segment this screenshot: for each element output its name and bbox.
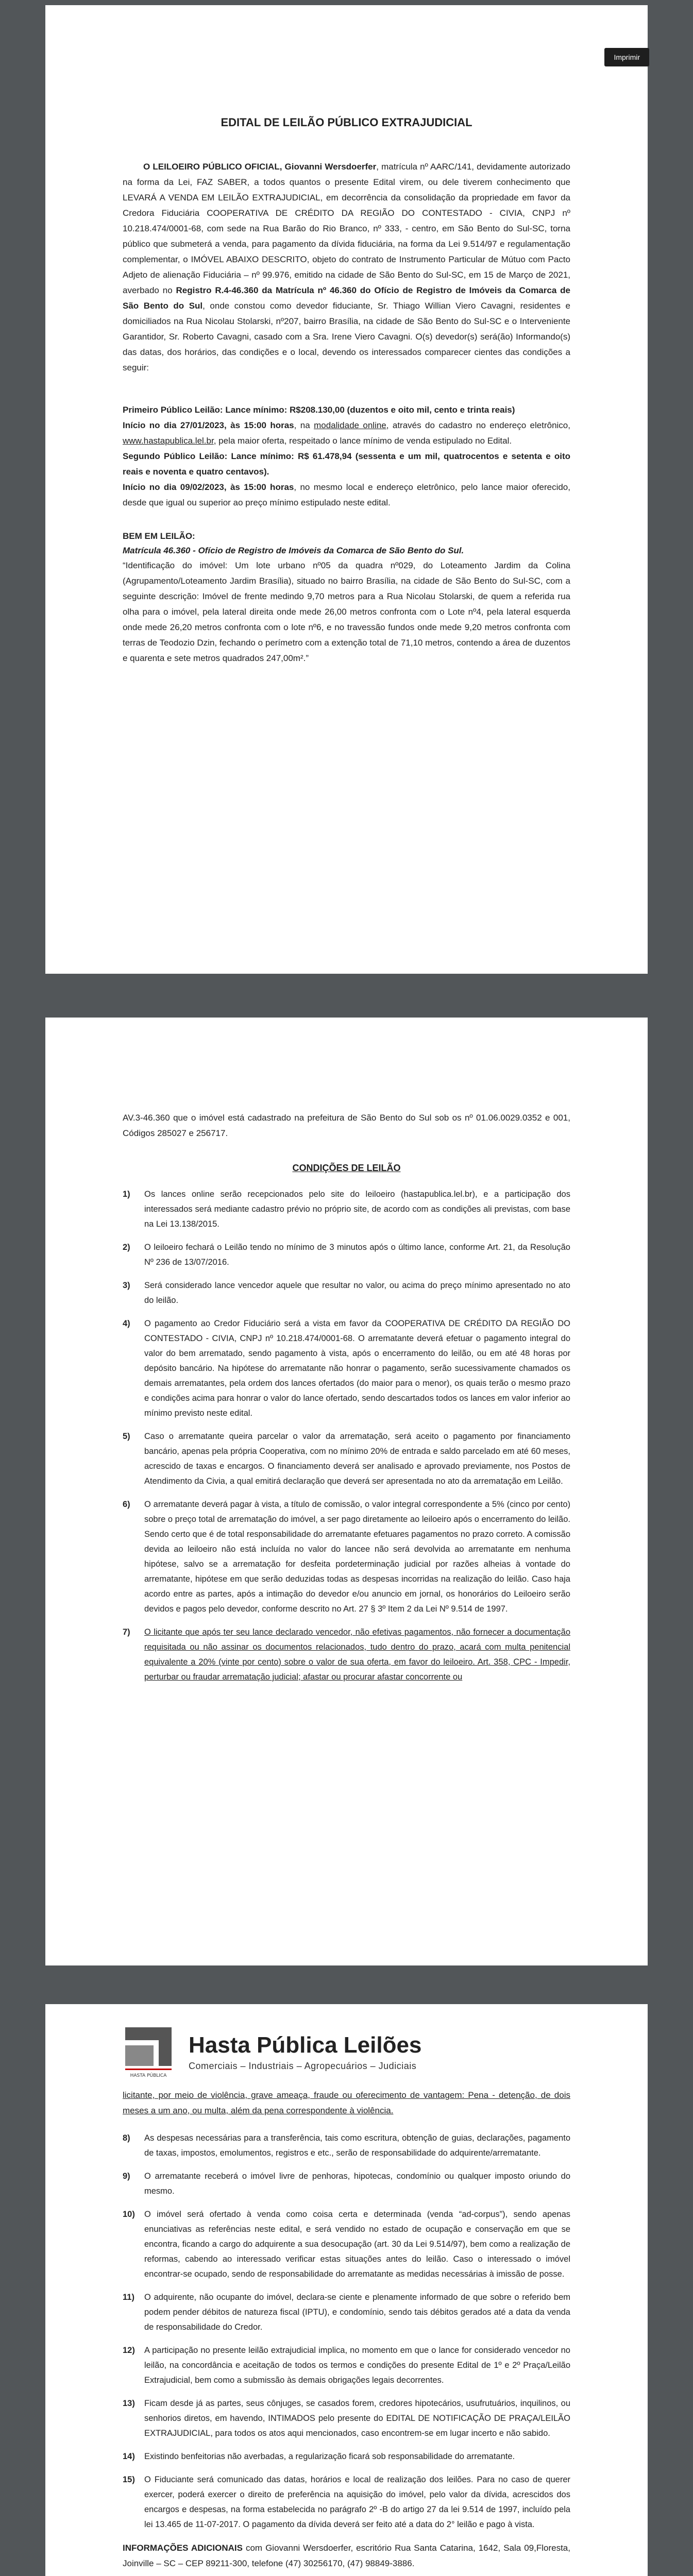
property-description: “Identificação do imóvel: Um lote urbano nº05 da quadra nº029, do Loteamento Jardim da Colina (Agrupamento/Loteamento Jardim Brasília), situado no bairro Brasília, na cidade de São Bento do Sul-SC, com a seguinte descrição: Imóvel de frente medindo 9,70 metros para a Rua Nicolau Stolarski, de quem a referida rua olha para o imóvel, pela lateral direita onde mede 26,00 metros confronta com o Lote nº4, pela lateral esquerda onde mede 26,20 metros confronta com o lote nº6, e no travessão fundos onde mede 9,20 metros confronta com terras de Teodozio Dzin, fechando o perímetro com a extenção total de 71,10 metros, contendo a área de duzentos e quarenta e sete metros quadrados 247,00m².” (123, 561, 570, 663)
conditions-list (123, 1187, 570, 1685)
property-registry: Matrícula 46.360 - Ofício de Registro de Imóveis da Comarca de São Bento do Sul. (123, 546, 464, 555)
condition-item: 11) O adquirente, não ocupante do imóvel, declara-se ciente e plenamente informado de que sobre o referido bem podem pender débitos de natureza fiscal (IPTU), e condomínio, sendo tais débitos gerados até a data da venda de responsabilidade do Credor. (123, 2293, 570, 2332)
condition-item: 12) A participação no presente leilão extrajudicial implica, no momento em que o lance for considerado vencedor no leilão, na concordância e aceitação de todos os termos e condições do presente Edital de 1º e 2º Praça/Leilão Extrajudicial, bem como a submissão às demais obrigações legais decorrentes. (123, 2346, 570, 2385)
property-heading: BEM EM LEILÃO: (123, 531, 195, 541)
condition-item: 9) O arrematante receberá o imóvel livre de penhoras, hipotecas, condomínio ou qualquer imposto oriundo do mesmo. (123, 2172, 570, 2196)
first-auction-block: Primeiro Público Leilão: Lance mínimo: R$208.130,00 (duzentos e oito mil, cento e trinta reais) Início no dia 27/01/2023, às 15:00 horas, na modalidade online, através do cadastro no endereço eletrônico, www.hastapublica.lel.br, pela maior oferta, respeitado o lance mínimo de venda estipulado no Edital. Segundo Público Leilão: Lance mínimo: R$ 61.478,94 (sessenta e um mil, quatrocentos e setenta e oito reais e noventa e quatro centavos). Início no dia 09/02/2023, às 15:00 horas, no mesmo local e endereço eletrônico, pelo lance maior oferecido, desde que igual ou superior ao preço mínimo estipulado neste edital. (123, 405, 570, 507)
brand-name: Hasta Pública Leilões (189, 2032, 422, 2058)
conditions-title: CONDIÇÕES DE LEILÃO (292, 1163, 401, 1173)
condition-item: 6) O arrematante deverá pagar à vista, a título de comissão, o valor integral correspondente a 5% (cinco por cento) sobre o preço total de arrematação do imóvel, a ser pago diretamente ao leiloeiro após o encerramento do leilão. Sendo certo que é de total responsabilidade do arrematante efetuares pagamentos no prazo correto. A comissão devida ao leiloeiro não está incluída no valor do lancee não será devolvida ao arrematante em nenhuma hipótese, salvo se a arrematação for desfeita pordeterminação judicial por razões alheias à vontade do arrematante, hipótese em que serão deduzidas todas as despesas incorridas na realização do leilão. Caso haja acordo entre as partes, após a intimação do devedor e/ou anuncio em jornal, os honorários do Leiloeiro serão devidos e pagos pelo devedor, conforme descrito no Art. 27 § 3º Item 2 da Lei Nº 9.514 de 1997. (123, 1500, 570, 1614)
continuation-text: licitante, por meio de violência, grave ameaça, fraude ou oferecimento de vantagem: Pena - detenção, de dois meses a um ano, ou multa, além da pena correspondente à violência. (123, 2090, 570, 2115)
brand-tagline: Comerciais – Industriais – Agropecuários – Judiciais (189, 2061, 417, 2071)
second-auction-label: Segundo Público Leilão: Lance mínimo: R$ 61.478,94 (sessenta e um mil, quatrocentos e setenta e oito reais e noventa e quatro centavos). (123, 451, 570, 477)
condition-item: 14) Existindo benfeitorias não averbadas, a regularização ficará sob responsabilidade do arrematante. (123, 2452, 515, 2461)
first-auction-label: Primeiro Público Leilão: Lance mínimo: R$208.130,00 (duzentos e oito mil, cento e trinta reais) (123, 405, 515, 415)
condition-item: 13) Ficam desde já as partes, seus cônjuges, se casados forem, credores hipotecários, usufrutuários, inquilinos, ou senhorios diretos, em havendo, INTIMADOS pelo presente do EDITAL DE NOTIFICAÇÃO DE PRAÇA/LEILÃO EXTRAJUDICIAL, para todos os atos aqui mencionados, caso encontrem-se em lugar incerto e não sabido. (123, 2399, 570, 2438)
condition-item: 10) O imóvel será ofertado à venda como coisa certa e determinada (venda “ad-corpus”), sendo apenas enunciativas as referências neste edital, e será vendido no estado de ocupação e conservação em que se encontra, ficando a cargo do adquirente a sua desocupação (art. 30 da Lei 9.514/97), bem como a realização de reformas, cabendo ao interessado verificar estas situações antes do leilão. Caso o interessado o imóvel encontrar-se ocupado, sendo de responsabilidade do arrematante as medidas necessárias à imissão de posse. (123, 2210, 570, 2279)
document-page-3 (45, 2004, 648, 2576)
document-page-2 (45, 1018, 648, 1965)
document-page-1 (45, 5, 648, 974)
condition-item: 1) Os lances online serão recepcionados pelo site do leiloeiro (hastapublica.lel.br), e a participação dos interessados será mediante cadastro prévio no próprio site, de acordo com as condições ali previstas, com base na Lei 13.138/2015. (123, 1190, 570, 1229)
online-mode-link[interactable]: modalidade online (314, 420, 386, 430)
intro-paragraph: O LEILOEIRO PÚBLICO OFICIAL, Giovanni Wersdoerfer, matrícula nº AARC/141, devidamente autorizado na forma da Lei, FAZ SABER, a todos quantos o presente Edital virem, ou dele tiverem conhecimento que LEVARÁ A VENDA EM LEILÃO EXTRAJUDICIAL, em decorrência da consolidação da propriedade em favor da Credora Fiduciária COOPERATIVA DE CRÉDITO DA REGIÃO DO CONTESTADO - CIVIA, CNPJ nº 10.218.474/0001-68, com sede na Rua Barão do Rio Branco, nº 333, - centro, em São Bento do Sul-SC, torna público que submeterá a venda, para pagamento da dívida fiduciária, na forma da Lei 9.514/97 e regulamentação complementar, o IMÓVEL ABAIXO DESCRITO, objeto do contrato de Instrumento Particular de Mútuo com Pacto Adjeto de alienação Fiduciária – nº 99.976, emitido na cidade de São Bento do Sul-SC, em 15 de Março de 2021, averbado no Registro R.4-46.360 da Matrícula nº 46.360 do Ofício de Registro de Imóveis da Comarca de São Bento do Sul, onde constou como devedor fiduciante, Sr. Thiago Willian Viero Cavagni, residentes e domiciliados na Rua Nicolau Stolarski, nº207, bairro Brasília, na cidade de São Bento do Sul-SC e o Interveniente Garantidor, Sr. Roberto Cavagni, casado com a Sra. Irene Viero Cavagni. O(s) devedor(s) será(ão) Informando(s) das datas, dos horários, das condições e o local, devendo os interessados comparecer cientes das condições a seguir: (123, 162, 571, 372)
condition-item: 5) Caso o arrematante queira parcelar o valor da arrematação, será aceito o pagamento por financiamento bancário, apenas pela própria Cooperativa, com no mínimo 20% de entrada e saldo parcelado em até 60 meses, acrescido de taxas e encargos. O financiamento deverá ser analisado e aprovado previamente, nos Postos de Atendimento da Civia, a qual emitirá declaração que deverá ser apresentada no ato da arrematação em Leilão. (123, 1432, 570, 1486)
condition-item: 4) O pagamento ao Credor Fiduciário será a vista em favor da COOPERATIVA DE CRÉDITO DA REGIÃO DO CONTESTADO - CIVIA, CNPJ nº 10.218.474/0001-68. O arrematante deverá efetuar o pagamento integral do valor do bem arrematado, sendo pagamento à vista, após o encerramento do leilão, ou em até 48 horas por depósito bancário. Na hipótese do arrematante não honrar o pagamento, serão sucessivamente chamados os demais arrematantes, pela ordem dos lances ofertados (do maior para o menor), os quais terão o mesmo prazo e condições acima para honrar o valor do lance ofertado, sendo descartados todos os lances em valor inferior ao mínimo previsto neste edital. (123, 1319, 570, 1418)
conditions-list (123, 2131, 570, 2532)
svg-text:HASTA PÚBLICA: HASTA PÚBLICA (130, 2073, 167, 2078)
condition-item: 3) Será considerado lance vencedor aquele que resultar no valor, ou acima do preço mínimo apresentado no ato do leilão. (123, 1281, 570, 1305)
auction-site-link[interactable]: www.hastapublica.lel.br (123, 436, 214, 446)
condition-item: 15) O Fiduciante será comunicado das datas, horários e local de realização dos leilões. Para no caso de querer exercer, poderá exercer o direito de preferência na aquisição do imóvel, pelo valor da dívida, acrescidos dos encargos e despesas, na forma estabelecida no parágrafo 2º -B do artigo 27 da lei 9.514 de 1997, incluído pela lei 13.465 de 11-07-2017. O pagamento da dívida deverá ser feito até a data do 2° leilão e pago à vista. (123, 2475, 570, 2529)
condition-item: 8) As despesas necessárias para a transferência, tais como escritura, obtenção de guias, declarações, pagamento de taxas, impostos, emolumentos, registros e etc., serão de responsabilidade do adquirente/arrematante. (123, 2133, 570, 2158)
company-logo (123, 2025, 174, 2080)
document-title: EDITAL DE LEILÃO PÚBLICO EXTRAJUDICIAL (221, 116, 472, 129)
additional-info: INFORMAÇÕES ADICIONAIS com Giovanni Wersdoerfer, escritório Rua Santa Catarina, 1642, Sala 09,Floresta, Joinville – SC – CEP 89211-300, telefone (47) 30256170, (47) 98849-3886. (123, 2543, 570, 2568)
print-button[interactable]: Imprimir (604, 48, 649, 66)
letterhead (123, 2025, 570, 2080)
continuation-text: AV.3-46.360 que o imóvel está cadastrado na prefeitura de São Bento do Sul sob os nº 01.06.0029.0352 e 001, Códigos 285027 e 256717. (123, 1113, 570, 1138)
condition-item: 2) O leiloeiro fechará o Leilão tendo no mínimo de 3 minutos após o último lance, conforme Art. 21, da Resolução Nº 236 de 13/07/2016. (123, 1243, 570, 1267)
condition-item: 7) O licitante que após ter seu lance declarado vencedor, não efetivas pagamentos, não fornecer a documentação requisitada ou não assinar os documentos relacionados, tudo dentro do prazo, acará com multa penitencial equivalente a 20% (vinte por cento) sobre o valor de sua oferta, em favor do leiloeiro. Art. 358, CPC - Impedir, perturbar ou fraudar arrematação judicial; afastar ou procurar afastar concorrente ou (123, 1628, 570, 1682)
